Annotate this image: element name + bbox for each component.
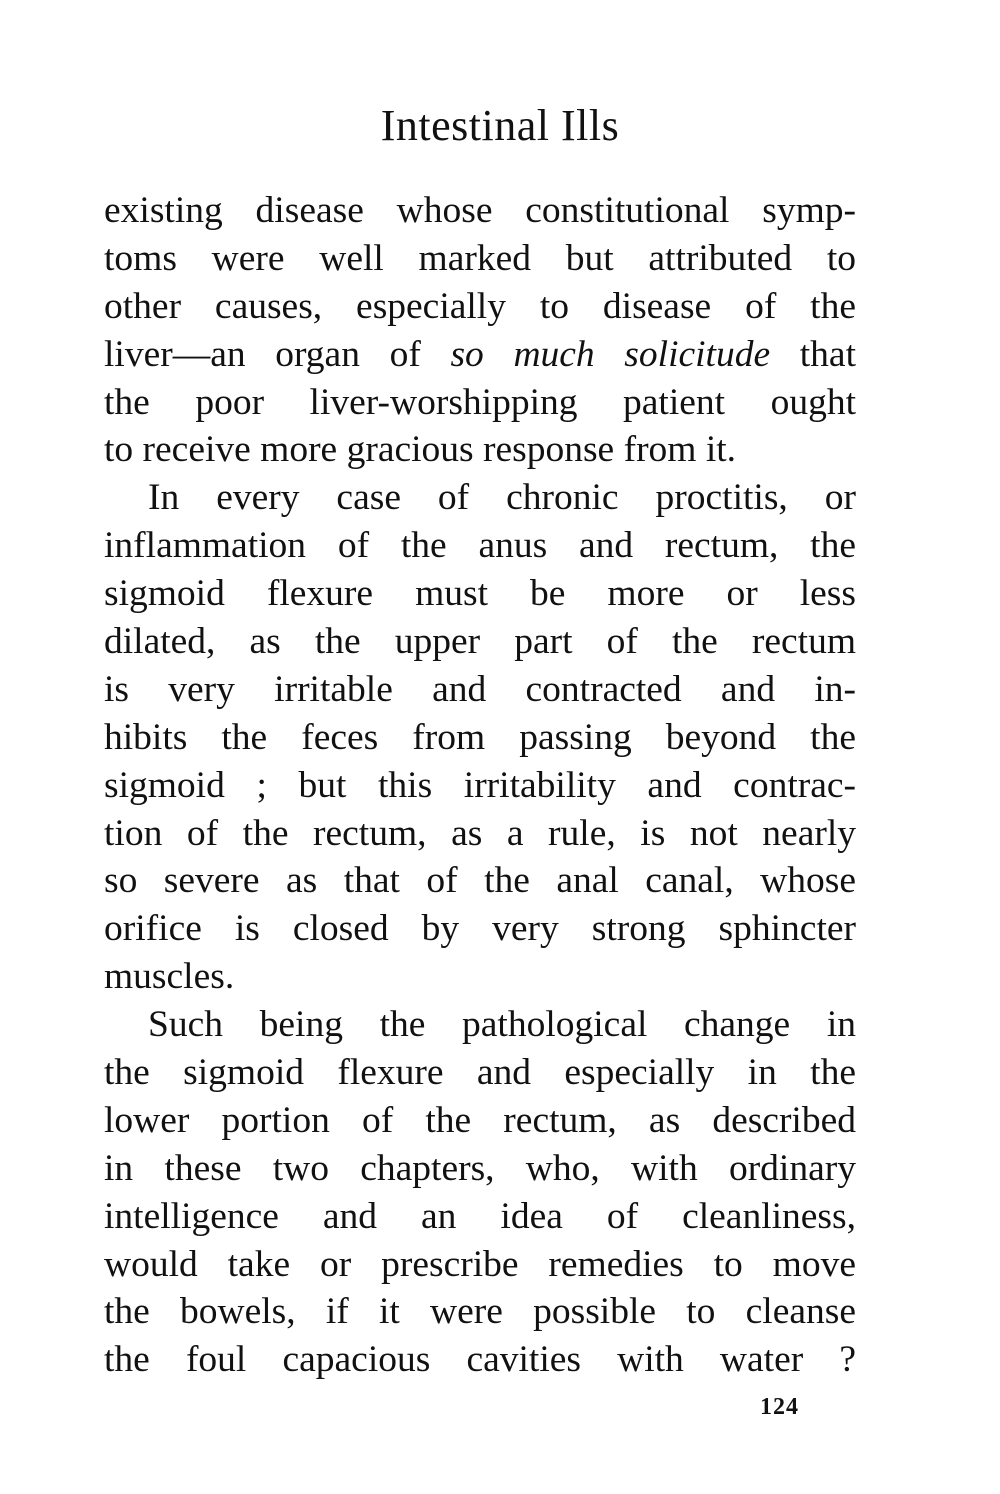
text-line: in these two chapters, who, with ordinary (104, 1147, 856, 1189)
text-line: the foul capacious cavities with water ? (104, 1339, 856, 1381)
text-line: In every case of chronic proctitis, or (148, 477, 856, 519)
text-line: hibits the feces from passing beyond the (104, 716, 856, 758)
text-line: would take or prescribe remedies to move (104, 1243, 856, 1285)
body-text (104, 187, 856, 1384)
text-line: dilated, as the upper part of the rectum (104, 621, 856, 663)
text-line: the poor liver-worshipping patient ought (104, 381, 856, 423)
text-line: inflammation of the anus and rectum, the (104, 525, 856, 567)
text-line: Such being the pathological change in (148, 1004, 856, 1046)
text-line (104, 331, 856, 379)
text-run: that (770, 333, 856, 375)
text-line: orifice is closed by very strong sphincter (104, 908, 856, 950)
running-head: Intestinal Ills (380, 101, 620, 150)
text-line: so severe as that of the anal canal, whose (104, 860, 856, 902)
page-number: 124 (760, 1394, 799, 1420)
text-line: to receive more gracious response from it. (104, 429, 737, 471)
text-line: is very irritable and contracted and in- (104, 668, 856, 710)
text-line: intelligence and an idea of cleanliness, (104, 1195, 856, 1237)
text-line: lower portion of the rectum, as described (104, 1099, 856, 1141)
text-line: sigmoid flexure must be more or less (104, 573, 856, 615)
italic-phrase: so much solicitude (450, 333, 771, 375)
text-run: liver—an organ of (104, 333, 451, 375)
text-line: the sigmoid flexure and especially in the (104, 1052, 856, 1094)
text-line: the bowels, if it were possible to cleanse (104, 1291, 856, 1333)
text-line: sigmoid ; but this irritability and contrac- (104, 764, 856, 806)
text-line: existing disease whose constitutional symp- (104, 190, 856, 231)
text-line: toms were well marked but attributed to (104, 237, 856, 279)
text-line: tion of the rectum, as a rule, is not nearly (104, 812, 856, 854)
text-line: muscles. (104, 956, 235, 998)
text-line: other causes, especially to disease of the (104, 285, 856, 327)
